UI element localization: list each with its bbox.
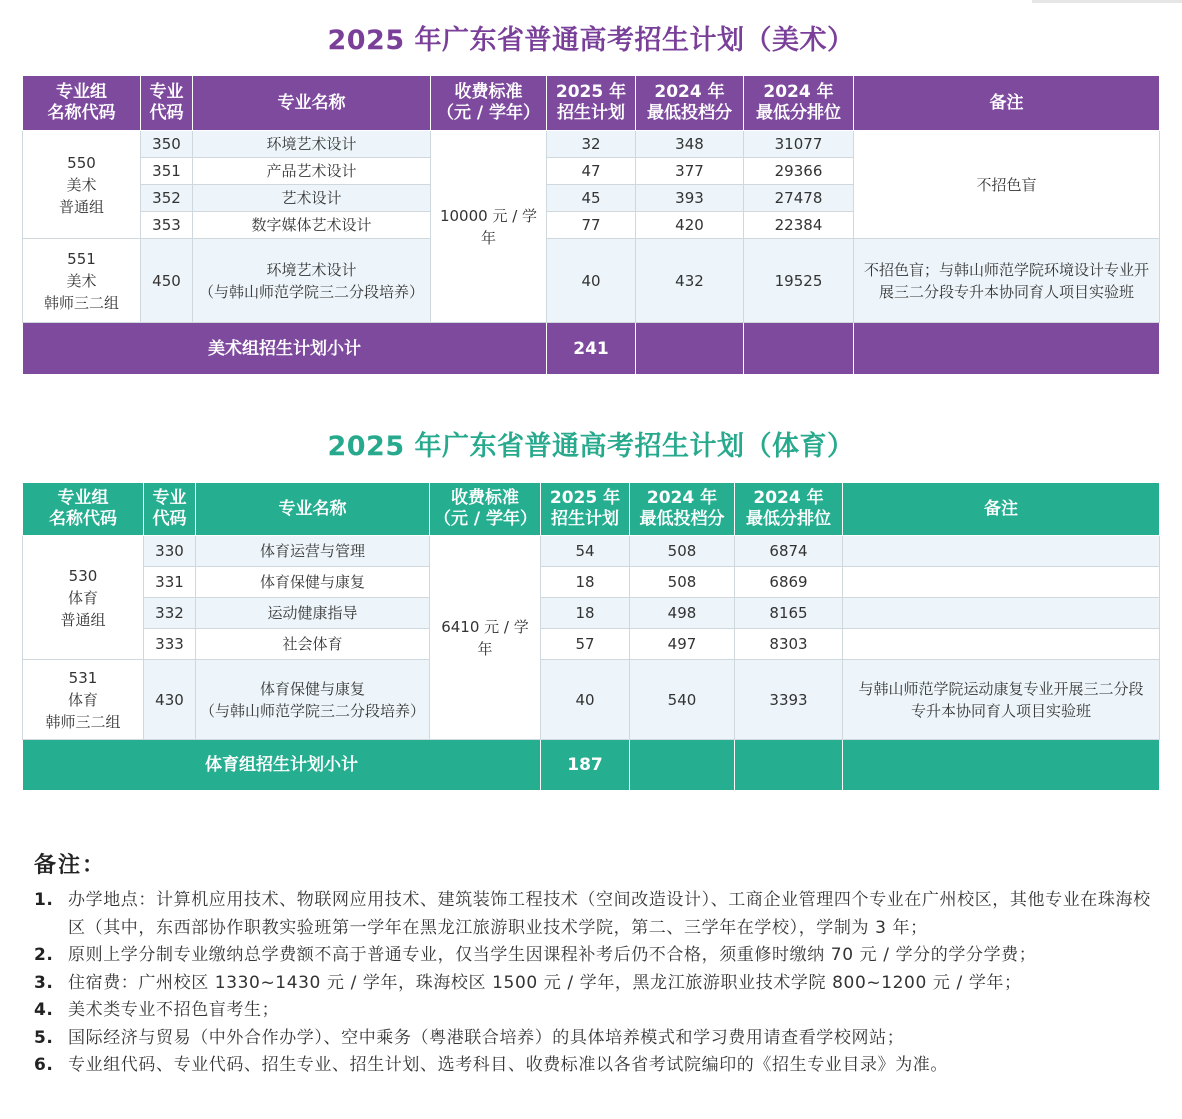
major-code: 350	[141, 131, 193, 158]
group-name: 550 美术 普通组	[23, 131, 141, 239]
plan-2025: 77	[547, 212, 636, 239]
header-min-score-2024: 2024 年 最低投档分	[636, 76, 744, 131]
major-name: 体育保健与康复	[196, 567, 430, 598]
note-number: 5.	[34, 1027, 54, 1048]
table-header-row	[23, 76, 1160, 131]
subtotal-value: 187	[541, 740, 630, 791]
header-major-code: 专业 代码	[144, 483, 196, 536]
min-score-2024: 377	[636, 158, 744, 185]
remark-cell	[843, 567, 1160, 598]
min-score-2024: 420	[636, 212, 744, 239]
group-name: 531 体育 韩师三二组	[23, 660, 144, 740]
table-header-row	[23, 483, 1160, 536]
note-text: 原则上学分制专业缴纳总学费额不高于普通专业，仅当学生因课程补考后仍不合格，须重修时缴纳 70 元 / 学分的学分学费；	[68, 945, 1037, 965]
art-plan-table	[22, 75, 1160, 375]
subtotal-row	[23, 740, 1160, 791]
subtotal-empty	[854, 323, 1160, 375]
header-major-name: 专业名称	[193, 76, 431, 131]
major-code: 450	[141, 239, 193, 323]
pe-plan-title: 2025 年广东省普通高考招生计划（体育）	[327, 431, 855, 462]
min-rank-2024: 29366	[744, 158, 854, 185]
notes-title: 备注：	[34, 853, 107, 878]
major-code: 430	[144, 660, 196, 740]
header-plan-2025: 2025 年 招生计划	[541, 483, 630, 536]
table-row	[23, 660, 1160, 740]
subtotal-empty	[744, 323, 854, 375]
note-number: 4.	[34, 1000, 54, 1020]
header-min-rank-2024: 2024 年 最低分排位	[735, 483, 843, 536]
min-rank-2024: 6874	[735, 536, 843, 567]
notes-list	[34, 887, 1164, 1080]
note-item	[34, 1052, 1164, 1080]
subtotal-row	[23, 323, 1160, 375]
note-text: 国际经济与贸易（中外合作办学）、空中乘务（粤港联合培养）的具体培养模式和学习费用请查看学校网站；	[68, 1027, 905, 1048]
header-min-rank-2024: 2024 年 最低分排位	[744, 76, 854, 131]
subtotal-empty	[636, 323, 744, 375]
note-text: 美术类专业不招色盲考生；	[68, 1000, 280, 1020]
min-rank-2024: 8303	[735, 629, 843, 660]
major-code: 353	[141, 212, 193, 239]
table-row	[23, 598, 1160, 629]
note-text: 办学地点：计算机应用技术、物联网应用技术、建筑装饰工程技术（空间改造设计）、工商企业管理四个专业在广州校区，其他专业在珠海校区（其中，东西部协作职教实验班第一学年在黑龙江旅游职业技术学院，第二、三学年在学校），学制为 3 年；	[68, 890, 1151, 938]
major-name: 体育运营与管理	[196, 536, 430, 567]
header-remark: 备注	[843, 483, 1160, 536]
plan-2025: 47	[547, 158, 636, 185]
remark-cell: 不招色盲	[854, 131, 1160, 239]
plan-2025: 32	[547, 131, 636, 158]
major-code: 352	[141, 185, 193, 212]
min-rank-2024: 27478	[744, 185, 854, 212]
min-score-2024: 508	[630, 567, 735, 598]
subtotal-label: 美术组招生计划小计	[23, 323, 547, 375]
major-code: 331	[144, 567, 196, 598]
note-number: 1.	[34, 890, 54, 910]
subtotal-empty	[735, 740, 843, 791]
remark-cell	[843, 598, 1160, 629]
note-item	[34, 1025, 1164, 1053]
notes-section	[34, 848, 1164, 1080]
major-name: 产品艺术设计	[193, 158, 431, 185]
header-major-name: 专业名称	[196, 483, 430, 536]
header-fee: 收费标准 （元 / 学年）	[431, 76, 547, 131]
art-plan-title: 2025 年广东省普通高考招生计划（美术）	[327, 25, 855, 56]
header-group-code: 专业组 名称代码	[23, 483, 144, 536]
major-name: 社会体育	[196, 629, 430, 660]
plan-2025: 57	[541, 629, 630, 660]
header-major-code: 专业 代码	[141, 76, 193, 131]
major-code: 351	[141, 158, 193, 185]
fee-cell: 10000 元 / 学年	[431, 131, 547, 323]
note-item	[34, 942, 1164, 970]
min-score-2024: 540	[630, 660, 735, 740]
min-rank-2024: 6869	[735, 567, 843, 598]
min-score-2024: 348	[636, 131, 744, 158]
table-row	[23, 629, 1160, 660]
subtotal-value: 241	[547, 323, 636, 375]
plan-2025: 54	[541, 536, 630, 567]
header-remark: 备注	[854, 76, 1160, 131]
note-number: 6.	[34, 1055, 54, 1075]
table-row	[23, 239, 1160, 323]
group-name: 530 体育 普通组	[23, 536, 144, 660]
subtotal-empty	[843, 740, 1160, 791]
major-name: 环境艺术设计	[193, 131, 431, 158]
note-item	[34, 887, 1164, 942]
major-name: 体育保健与康复 （与韩山师范学院三二分段培养）	[196, 660, 430, 740]
min-score-2024: 432	[636, 239, 744, 323]
table-row	[23, 131, 1160, 158]
note-number: 2.	[34, 945, 54, 965]
min-rank-2024: 8165	[735, 598, 843, 629]
min-rank-2024: 3393	[735, 660, 843, 740]
remark-cell	[843, 629, 1160, 660]
major-name: 环境艺术设计 （与韩山师范学院三二分段培养）	[193, 239, 431, 323]
major-code: 333	[144, 629, 196, 660]
major-code: 332	[144, 598, 196, 629]
corner-decoration	[1032, 0, 1182, 3]
major-code: 330	[144, 536, 196, 567]
header-plan-2025: 2025 年 招生计划	[547, 76, 636, 131]
remark-cell: 不招色盲；与韩山师范学院环境设计专业开展三二分段专升本协同育人项目实验班	[854, 239, 1160, 323]
header-fee: 收费标准 （元 / 学年）	[430, 483, 541, 536]
table-row	[23, 567, 1160, 598]
plan-2025: 40	[541, 660, 630, 740]
plan-2025: 45	[547, 185, 636, 212]
major-name: 数字媒体艺术设计	[193, 212, 431, 239]
table-row	[23, 536, 1160, 567]
note-number: 3.	[34, 972, 54, 993]
subtotal-empty	[630, 740, 735, 791]
min-score-2024: 508	[630, 536, 735, 567]
note-text: 专业组代码、专业代码、招生专业、招生计划、选考科目、收费标准以各省考试院编印的《招生专业目录》为准。	[68, 1055, 948, 1075]
min-score-2024: 393	[636, 185, 744, 212]
min-score-2024: 497	[630, 629, 735, 660]
plan-2025: 18	[541, 598, 630, 629]
note-item	[34, 970, 1164, 998]
min-rank-2024: 31077	[744, 131, 854, 158]
note-text: 住宿费：广州校区 1330~1430 元 / 学年，珠海校区 1500 元 / 学年，黑龙江旅游职业技术学院 800~1200 元 / 学年；	[68, 972, 1022, 993]
remark-cell: 与韩山师范学院运动康复专业开展三二分段 专升本协同育人项目实验班	[843, 660, 1160, 740]
major-name: 艺术设计	[193, 185, 431, 212]
min-rank-2024: 19525	[744, 239, 854, 323]
min-score-2024: 498	[630, 598, 735, 629]
group-name: 551 美术 韩师三二组	[23, 239, 141, 323]
min-rank-2024: 22384	[744, 212, 854, 239]
plan-2025: 40	[547, 239, 636, 323]
pe-plan-table	[22, 482, 1160, 791]
header-group-code: 专业组 名称代码	[23, 76, 141, 131]
fee-cell: 6410 元 / 学年	[430, 536, 541, 740]
subtotal-label: 体育组招生计划小计	[23, 740, 541, 791]
major-name: 运动健康指导	[196, 598, 430, 629]
remark-cell	[843, 536, 1160, 567]
header-min-score-2024: 2024 年 最低投档分	[630, 483, 735, 536]
note-item	[34, 997, 1164, 1025]
plan-2025: 18	[541, 567, 630, 598]
